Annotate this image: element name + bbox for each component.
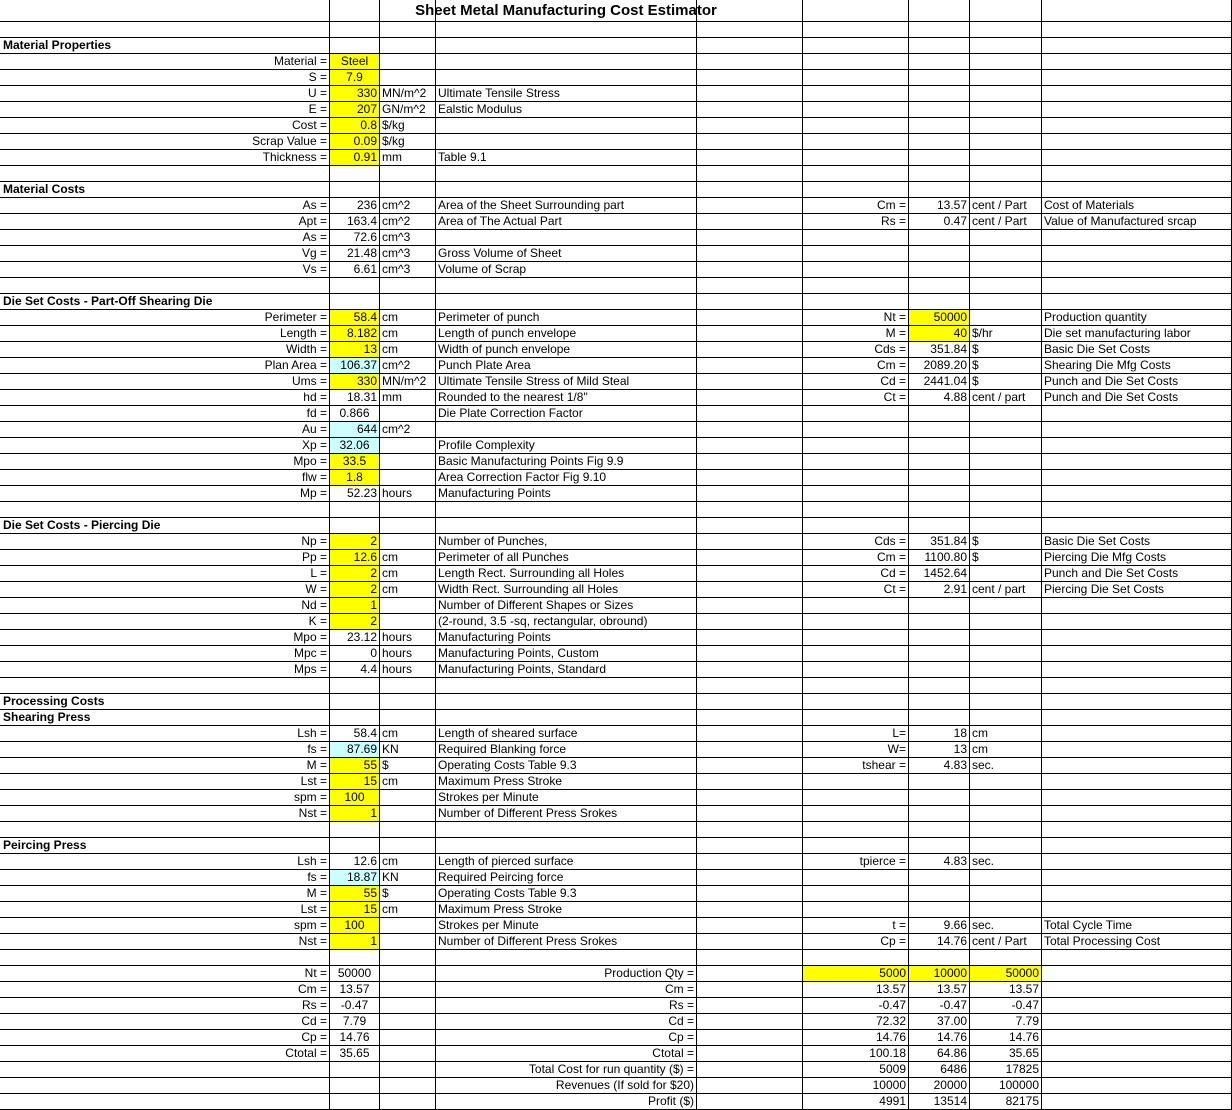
field-description[interactable]: Length of pierced surface [438,854,574,868]
result-description[interactable]: Basic Die Set Costs [1044,342,1151,356]
summary-value[interactable]: 14.76 [339,1030,370,1044]
field-value[interactable]: 55 [330,758,379,773]
summary-label[interactable]: Nt = [304,966,327,980]
field-value[interactable]: 4.4 [360,662,377,676]
field-value[interactable]: 0.8 [330,118,379,133]
field-label[interactable]: As = [302,198,327,212]
field-value[interactable]: 8.182 [330,326,379,341]
field-unit[interactable]: MN/m^2 [382,86,427,100]
summary-table-value[interactable]: 14.76 [1008,1030,1039,1044]
result-label[interactable]: M = [885,326,906,340]
field-label[interactable]: Mpo = [293,630,327,644]
field-unit[interactable]: cm [382,726,398,740]
result-value[interactable]: 351.84 [930,342,967,356]
field-description[interactable]: Table 9.1 [438,150,487,164]
result-unit[interactable]: cent / Part [972,214,1027,228]
field-label[interactable]: Thickness = [262,150,327,164]
summary-table-value[interactable]: 13.57 [936,982,967,996]
result-description[interactable]: Total Cycle Time [1044,918,1133,932]
field-label[interactable]: M = [306,758,327,772]
field-description[interactable]: Strokes per Minute [438,918,539,932]
section-header[interactable]: Material Costs [3,182,86,196]
field-description[interactable]: Rounded to the nearest 1/8" [438,390,588,404]
summary-label[interactable]: Rs = [301,998,327,1012]
field-unit[interactable]: cm [382,326,398,340]
field-label[interactable]: Width = [285,342,327,356]
row-gridline [0,277,1232,278]
result-unit[interactable]: cm [972,742,988,756]
field-label[interactable]: Mpc = [293,646,327,660]
result-description[interactable]: Piercing Die Mfg Costs [1044,550,1167,564]
result-label[interactable]: Cds = [874,342,906,356]
field-value[interactable]: 33.5 [330,454,379,469]
field-description[interactable]: Number of Different Shapes or Sizes [438,598,634,612]
result-label[interactable]: Rs = [880,214,906,228]
field-value[interactable]: 1.8 [330,470,379,485]
field-value[interactable]: 236 [356,198,377,212]
field-value[interactable]: 330 [330,374,379,389]
field-label[interactable]: Plan Area = [264,358,327,372]
field-value[interactable]: 23.12 [346,630,377,644]
field-description[interactable]: Required Peircing force [438,870,564,884]
field-description[interactable]: (2-round, 3.5 -sq, rectangular, obround) [438,614,648,628]
result-value[interactable]: 18 [953,726,967,740]
result-unit[interactable]: cent / Part [972,198,1027,212]
field-description[interactable]: Number of Different Press Srokes [438,806,618,820]
result-value[interactable]: 4.88 [943,390,967,404]
field-label[interactable]: Nd = [301,598,327,612]
field-label[interactable]: Material = [273,54,327,68]
field-value[interactable]: 21.48 [346,246,377,260]
summary-table-value[interactable]: 100000 [998,1078,1039,1092]
field-value[interactable]: 106.37 [330,358,379,373]
field-value[interactable]: 1 [330,598,379,613]
field-value[interactable]: Steel [330,54,379,69]
result-label[interactable]: Nt = [883,310,906,324]
result-unit[interactable]: cent / part [972,390,1026,404]
field-unit[interactable]: cm [382,774,398,788]
field-unit[interactable]: cm [382,342,398,356]
result-unit[interactable]: cent / Part [972,934,1027,948]
result-description[interactable]: Total Processing Cost [1044,934,1161,948]
summary-table-label[interactable]: Cp = [668,1030,694,1044]
field-description[interactable]: Volume of Scrap [438,262,527,276]
field-value[interactable]: 12.6 [353,854,377,868]
field-unit[interactable]: cm [382,310,398,324]
field-unit[interactable]: cm^2 [382,422,411,436]
field-label[interactable]: Lsh = [297,854,327,868]
summary-table-value[interactable]: -0.47 [1011,998,1039,1012]
row-gridline [0,677,1232,678]
field-label[interactable]: Nst = [298,934,327,948]
result-value[interactable]: 9.66 [943,918,967,932]
result-unit[interactable]: $ [972,550,979,564]
field-label[interactable]: Mp = [299,486,327,500]
field-description[interactable]: Length of punch envelope [438,326,577,340]
field-label[interactable]: Nst = [298,806,327,820]
field-value[interactable]: 52.23 [346,486,377,500]
field-value[interactable]: 15 [330,902,379,917]
field-label[interactable]: hd = [303,390,327,404]
result-description[interactable]: Punch and Die Set Costs [1044,390,1179,404]
field-value[interactable]: 18.87 [330,870,379,885]
result-value[interactable]: 4.83 [943,758,967,772]
result-unit[interactable]: $ [972,534,979,548]
field-label[interactable]: E = [308,102,327,116]
summary-table-value[interactable]: 7.79 [1015,1014,1039,1028]
summary-label[interactable]: Cp = [301,1030,327,1044]
field-label[interactable]: fd = [306,406,327,420]
field-unit[interactable]: cm^3 [382,262,411,276]
field-unit[interactable]: KN [382,742,399,756]
summary-table-value[interactable]: 17825 [1005,1062,1039,1076]
field-unit[interactable]: hours [382,646,413,660]
result-description[interactable]: Value of Manufactured srcap [1044,214,1197,228]
field-description[interactable]: Manufacturing Points, Custom [438,646,599,660]
summary-table-label[interactable]: Cm = [664,982,694,996]
field-value[interactable]: 6.61 [353,262,377,276]
summary-table-value[interactable]: 5009 [879,1062,906,1076]
field-label[interactable]: Vg = [301,246,327,260]
summary-table-label[interactable]: Revenues (If sold for $20) [555,1078,694,1092]
summary-table-value[interactable]: 100.18 [869,1046,906,1060]
field-label[interactable]: fs = [307,742,327,756]
field-unit[interactable]: $ [382,758,389,772]
field-label[interactable]: Mpo = [293,454,327,468]
field-value[interactable]: 87.69 [330,742,379,757]
field-value[interactable]: 58.4 [330,310,379,325]
field-label[interactable]: S = [308,70,327,84]
section-header[interactable]: Material Properties [3,38,112,52]
summary-table-label[interactable]: Production Qty = [604,966,694,980]
field-unit[interactable]: KN [382,870,399,884]
section-header[interactable]: Processing Costs [3,694,105,708]
summary-table-label[interactable]: Profit ($) [647,1094,694,1108]
result-description[interactable]: Punch and Die Set Costs [1044,374,1179,388]
row-gridline [0,949,1232,950]
field-label[interactable]: Apt = [298,214,327,228]
field-unit[interactable]: $/kg [382,118,405,132]
field-value[interactable]: 32.06 [330,438,379,453]
field-unit[interactable]: cm^2 [382,358,411,372]
result-unit[interactable]: $ [972,358,979,372]
row-gridline [0,21,1232,22]
row-gridline [0,501,1232,502]
result-unit[interactable]: sec. [972,854,995,868]
section-header[interactable]: Die Set Costs - Piercing Die [3,518,161,532]
field-description[interactable]: Maximum Press Stroke [438,774,563,788]
field-description[interactable]: Perimeter of punch [438,310,540,324]
field-label[interactable]: Lst = [300,774,327,788]
summary-table-value[interactable]: 50000 [970,966,1041,981]
summary-table-label[interactable]: Total Cost for run quantity ($) = [528,1062,694,1076]
field-label[interactable]: flw = [301,470,327,484]
field-description[interactable]: Basic Manufacturing Points Fig 9.9 [438,454,624,468]
field-value[interactable]: 55 [330,886,379,901]
summary-label[interactable]: Cm = [297,982,327,996]
field-description[interactable]: Profile Complexity [438,438,535,452]
field-value[interactable]: 13 [330,342,379,357]
field-description[interactable]: Perimeter of all Punches [438,550,569,564]
field-value[interactable]: 0 [370,646,377,660]
summary-table-value[interactable]: 14.76 [936,1030,967,1044]
field-description[interactable]: Strokes per Minute [438,790,539,804]
field-value[interactable]: 207 [330,102,379,117]
row-gridline [0,821,1232,822]
field-description[interactable]: Manufacturing Points, Standard [438,662,607,676]
result-label[interactable]: Cm = [876,358,906,372]
field-value[interactable]: 2 [330,614,379,629]
result-unit[interactable]: $/hr [972,326,993,340]
summary-value[interactable]: 35.65 [339,1046,370,1060]
field-description[interactable]: Area of The Actual Part [438,214,562,228]
field-description[interactable]: Number of Different Press Srokes [438,934,618,948]
summary-value[interactable]: 13.57 [339,982,370,996]
field-value[interactable]: 1 [330,934,379,949]
result-value[interactable]: 4.83 [943,854,967,868]
field-value[interactable]: 7.9 [330,70,379,85]
field-unit[interactable]: $ [382,886,389,900]
field-label[interactable]: Np = [301,534,327,548]
field-value[interactable]: 2 [330,566,379,581]
section-header[interactable]: Peircing Press [3,838,87,852]
field-description[interactable]: Ealstic Modulus [438,102,523,116]
result-label[interactable]: Cd = [880,374,906,388]
field-unit[interactable]: MN/m^2 [382,374,427,388]
field-unit[interactable]: hours [382,630,413,644]
result-label[interactable]: Ct = [883,582,906,596]
section-header[interactable]: Die Set Costs - Part-Off Shearing Die [3,294,213,308]
summary-table-label[interactable]: Cd = [668,1014,694,1028]
field-label[interactable]: Pp = [301,550,327,564]
field-value[interactable]: 12.6 [330,550,379,565]
field-value[interactable]: 0.91 [330,150,379,165]
field-description[interactable]: Number of Punches, [438,534,548,548]
summary-table-value[interactable]: 37.00 [936,1014,967,1028]
result-label[interactable]: L= [892,726,906,740]
field-description[interactable]: Width of punch envelope [438,342,571,356]
summary-value[interactable]: 50000 [337,966,372,980]
result-label[interactable]: t = [892,918,906,932]
summary-table-value[interactable]: 82175 [1005,1094,1039,1108]
field-description[interactable]: Operating Costs Table 9.3 [438,758,577,772]
result-unit[interactable]: $ [972,374,979,388]
result-value[interactable]: 2.91 [943,582,967,596]
row-gridline [0,165,1232,166]
summary-table-value[interactable]: 10000 [909,966,969,981]
field-label[interactable]: Lsh = [297,726,327,740]
field-label[interactable]: Xp = [301,438,327,452]
result-description[interactable]: Cost of Materials [1044,198,1135,212]
result-label[interactable]: W= [887,742,906,756]
field-unit[interactable]: cm [382,582,398,596]
result-unit[interactable]: $ [972,342,979,356]
field-description[interactable]: Manufacturing Points [438,486,551,500]
summary-value[interactable]: 7.79 [342,1014,367,1028]
field-unit[interactable]: $/kg [382,134,405,148]
field-value[interactable]: 644 [330,422,379,437]
summary-table-value[interactable]: 64.86 [936,1046,967,1060]
sheet-title[interactable]: Sheet Metal Manufacturing Cost Estimator [415,2,717,19]
summary-label[interactable]: Cd = [301,1014,327,1028]
result-label[interactable]: Cd = [880,566,906,580]
result-value[interactable]: 351.84 [930,534,967,548]
result-value[interactable]: 14.76 [936,934,967,948]
field-label[interactable]: Mps = [293,662,327,676]
field-description[interactable]: Maximum Press Stroke [438,902,563,916]
field-description[interactable]: Manufacturing Points [438,630,551,644]
summary-table-value[interactable]: 6486 [940,1062,967,1076]
result-value[interactable]: 13.57 [936,198,967,212]
field-unit[interactable]: cm [382,902,398,916]
field-label[interactable]: Lst = [300,902,327,916]
field-label[interactable]: Ums = [291,374,327,388]
field-label[interactable]: Au = [301,422,327,436]
field-label[interactable]: K = [308,614,327,628]
result-label[interactable]: tshear = [862,758,906,772]
field-value[interactable]: 0.09 [330,134,379,149]
summary-table-label[interactable]: Ctotal = [652,1046,694,1060]
field-unit[interactable]: hours [382,662,413,676]
field-unit[interactable]: cm [382,854,398,868]
summary-table-value[interactable]: 20000 [933,1078,967,1092]
result-description[interactable]: Shearing Die Mfg Costs [1044,358,1171,372]
field-description[interactable]: Punch Plate Area [438,358,531,372]
summary-table-value[interactable]: 13.57 [1008,982,1039,996]
summary-table-value[interactable]: -0.47 [939,998,967,1012]
result-unit[interactable]: cent / part [972,582,1026,596]
result-label[interactable]: tpierce = [859,854,906,868]
summary-table-value[interactable]: 72.32 [875,1014,906,1028]
result-description[interactable]: Basic Die Set Costs [1044,534,1151,548]
field-value[interactable]: 72.6 [353,230,377,244]
summary-table-value[interactable]: 13.57 [875,982,906,996]
result-value[interactable]: 40 [909,326,969,341]
field-value[interactable]: 18.31 [346,390,377,404]
field-unit[interactable]: cm [382,566,398,580]
result-label[interactable]: Cp = [880,934,906,948]
field-description[interactable]: Gross Volume of Sheet [438,246,562,260]
field-value[interactable]: 163.4 [346,214,377,228]
field-value[interactable]: 2 [330,582,379,597]
field-unit[interactable]: cm^2 [382,198,411,212]
summary-value[interactable]: -0.47 [340,998,369,1012]
field-value[interactable]: 0.866 [339,406,370,420]
section-header[interactable]: Shearing Press [3,710,91,724]
field-label[interactable]: fs = [307,870,327,884]
result-value[interactable]: 2441.04 [923,374,967,388]
field-unit[interactable]: cm^3 [382,246,411,260]
field-label[interactable]: As = [302,230,327,244]
field-value[interactable]: 100 [330,918,379,933]
field-description[interactable]: Area of the Sheet Surrounding part [438,198,625,212]
summary-table-value[interactable]: 5000 [803,966,908,981]
result-label[interactable]: Cm = [876,198,906,212]
summary-table-label[interactable]: Rs = [668,998,694,1012]
field-value[interactable]: 100 [330,790,379,805]
summary-table-value[interactable]: 4991 [879,1094,906,1108]
result-unit[interactable]: sec. [972,918,995,932]
field-label[interactable]: W = [305,582,327,596]
field-label[interactable]: Scrap Value = [252,134,327,148]
field-unit[interactable]: hours [382,486,413,500]
result-description[interactable]: Punch and Die Set Costs [1044,566,1179,580]
result-unit[interactable]: sec. [972,758,995,772]
result-value[interactable]: 2089.20 [923,358,967,372]
field-label[interactable]: Vs = [302,262,327,276]
summary-table-value[interactable]: -0.47 [878,998,906,1012]
result-value[interactable]: 0.47 [943,214,967,228]
field-unit[interactable]: cm [382,550,398,564]
field-description[interactable]: Width Rect. Surrounding all Holes [438,582,619,596]
field-label[interactable]: Perimeter = [264,310,327,324]
result-description[interactable]: Piercing Die Set Costs [1044,582,1165,596]
field-value[interactable]: 2 [330,534,379,549]
field-description[interactable]: Required Blanking force [438,742,567,756]
summary-table-value[interactable]: 14.76 [875,1030,906,1044]
result-label[interactable]: Ct = [883,390,906,404]
field-label[interactable]: L = [310,566,327,580]
result-label[interactable]: Cm = [876,550,906,564]
field-label[interactable]: spm = [293,918,327,932]
field-value[interactable]: 15 [330,774,379,789]
field-description[interactable]: Operating Costs Table 9.3 [438,886,577,900]
field-label[interactable]: M = [306,886,327,900]
result-value[interactable]: 13 [953,742,967,756]
result-label[interactable]: Cds = [874,534,906,548]
result-value[interactable]: 50000 [909,310,969,325]
field-label[interactable]: spm = [293,790,327,804]
field-unit[interactable]: mm [382,390,402,404]
field-description[interactable]: Die Plate Correction Factor [438,406,583,420]
field-label[interactable]: U = [307,86,327,100]
result-description[interactable]: Die set manufacturing labor [1044,326,1191,340]
field-label[interactable]: Cost = [291,118,327,132]
field-value[interactable]: 330 [330,86,379,101]
summary-table-value[interactable]: 10000 [872,1078,906,1092]
field-description[interactable]: Area Correction Factor Fig 9.10 [438,470,607,484]
result-description[interactable]: Production quantity [1044,310,1147,324]
field-unit[interactable]: GN/m^2 [382,102,426,116]
field-unit[interactable]: cm^3 [382,230,411,244]
field-description[interactable]: Ultimate Tensile Stress of Mild Steal [438,374,630,388]
field-unit[interactable]: cm^2 [382,214,411,228]
summary-table-value[interactable]: 13514 [933,1094,967,1108]
field-value[interactable]: 1 [330,806,379,821]
summary-table-value[interactable]: 35.65 [1008,1046,1039,1060]
field-value[interactable]: 58.4 [353,726,377,740]
field-description[interactable]: Ultimate Tensile Stress [438,86,560,100]
result-value[interactable]: 1100.80 [924,550,967,564]
field-label[interactable]: Length = [279,326,327,340]
field-description[interactable]: Length of sheared surface [438,726,578,740]
result-value[interactable]: 1452.64 [923,566,967,580]
summary-label[interactable]: Ctotal = [285,1046,327,1060]
column-gridline [696,0,697,1110]
field-unit[interactable]: mm [382,150,402,164]
field-description[interactable]: Length Rect. Surrounding all Holes [438,566,625,580]
result-unit[interactable]: cm [972,726,988,740]
